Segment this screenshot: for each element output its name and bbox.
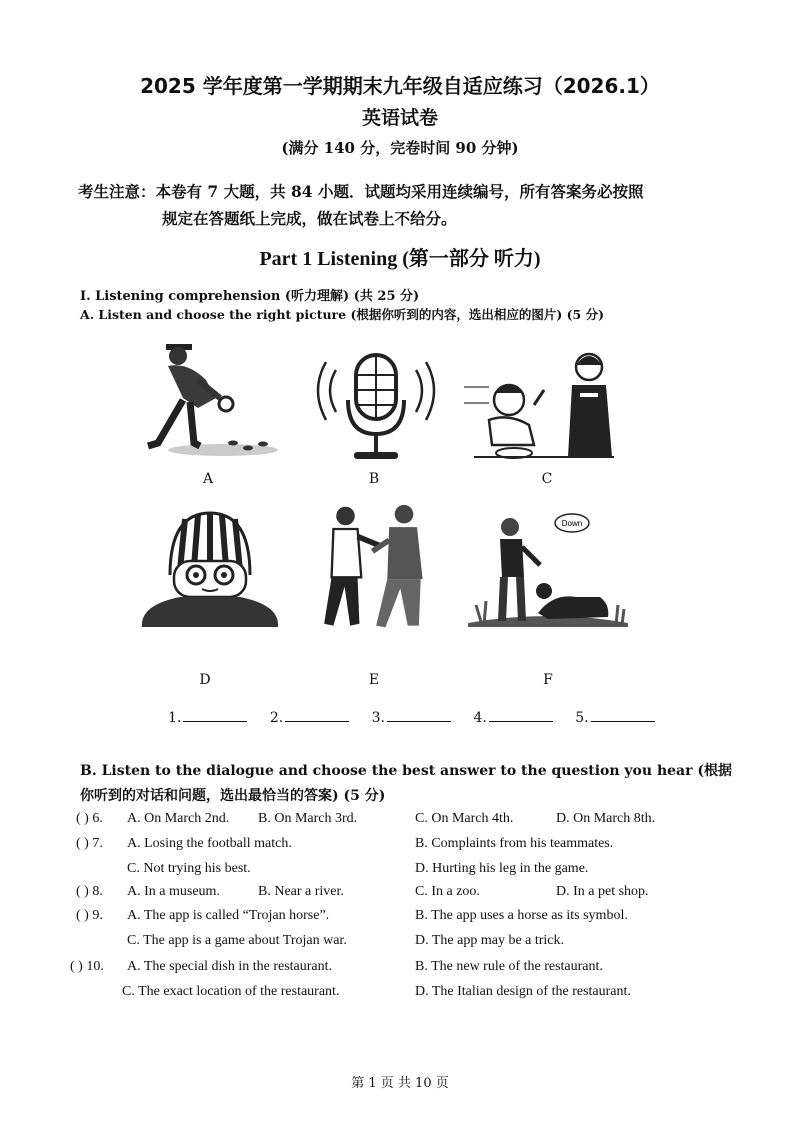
picture-label-e: E: [368, 672, 380, 688]
candidate-notice: [78, 178, 738, 232]
microphone-icon: [296, 350, 456, 480]
question-10-option-c: C. The exact location of the restaurant.: [122, 984, 340, 999]
question-8-option-d: D. In a pet shop.: [556, 884, 649, 899]
blank-number-4: 4.: [473, 710, 487, 726]
section-B-heading: B. Listen to the dialogue and choose the best answer to the question you hear (根据你听到的对话和问题，选出最恰当的答案) (5 分): [80, 763, 732, 804]
question-10-option-a: A. The special dish in the restaurant.: [127, 959, 333, 974]
exam-score-time: (满分 140 分，完卷时间 90 分钟): [281, 139, 519, 157]
question-10-option-d: D. The Italian design of the restaurant.: [415, 984, 631, 999]
watermelon-helmet-hero-icon: [130, 505, 290, 635]
picture-label-c: C: [541, 471, 553, 487]
question-7-option-b: B. Complaints from his teammates.: [415, 836, 614, 851]
question-9-option-c: C. The app is a game about Trojan war.: [127, 933, 347, 948]
answer-blank-3[interactable]: [387, 707, 451, 722]
detective-magnifier-icon: [128, 338, 288, 468]
question-9-option-d: D. The app may be a trick.: [415, 933, 565, 948]
blank-number-3: 3.: [371, 710, 385, 726]
notice-line-2: 规定在答题纸上完成，做在试卷上不给分。: [162, 209, 457, 228]
man-and-dog-icon: [468, 505, 628, 635]
notice-line-1: 考生注意：本卷有 7 大题，共 84 小题．试题均采用连续编号，所有答案务必按照: [78, 182, 644, 201]
picture-label-b: B: [368, 471, 380, 487]
picture-label-f: F: [543, 672, 553, 688]
question-7-option-c: C. Not trying his best.: [127, 861, 251, 876]
guard-escort-icon: [298, 503, 458, 633]
question-6-option-a: A. On March 2nd.: [127, 811, 230, 826]
exam-title: 2025 学年度第一学期期末九年级自适应练习（2026.1）: [140, 74, 660, 98]
picture-label-a: A: [202, 471, 214, 487]
section-A-heading: A. Listen and choose the right picture (根据你听到的内容，选出相应的图片) (5 分): [80, 307, 605, 322]
question-8-option-c: C. In a zoo.: [415, 884, 480, 899]
question-6-option-d: D. On March 8th.: [556, 811, 656, 826]
answer-blank-5[interactable]: [591, 707, 655, 722]
part-title: Part 1 Listening (第一部分 听力): [259, 248, 541, 270]
question-9-option-b: B. The app uses a horse as its symbol.: [415, 908, 628, 923]
question-6-option-b: B. On March 3rd.: [258, 811, 358, 826]
question-8-option-a: A. In a museum.: [127, 884, 220, 899]
exam-subject: 英语试卷: [361, 107, 438, 129]
question-7-number[interactable]: ( ) 7.: [76, 836, 103, 851]
question-9-option-a: A. The app is called “Trojan horse”.: [127, 908, 330, 923]
question-7-option-d: D. Hurting his leg in the game.: [415, 861, 589, 876]
answer-blank-2[interactable]: [285, 707, 349, 722]
question-7-option-a: A. Losing the football match.: [127, 836, 292, 851]
blank-number-2: 2.: [269, 710, 284, 726]
question-10-number[interactable]: ( ) 10.: [70, 959, 104, 974]
question-10-option-b: B. The new rule of the restaurant.: [415, 959, 603, 974]
blank-number-5: 5.: [575, 710, 589, 726]
answer-blank-1[interactable]: [183, 707, 247, 722]
question-8-option-b: B. Near a river.: [258, 884, 344, 899]
answer-blank-4[interactable]: [489, 707, 553, 722]
blank-number-1: 1.: [168, 710, 182, 726]
speech-bubble-text: Down: [561, 519, 583, 528]
answer-blanks: [168, 707, 673, 726]
page-footer: 第 1 页 共 10 页: [351, 1076, 449, 1091]
restaurant-complaint-icon: [464, 345, 624, 475]
question-9-number[interactable]: ( ) 9.: [76, 908, 103, 923]
question-6-number[interactable]: ( ) 6.: [76, 811, 103, 826]
section-I-heading: I. Listening comprehension (听力理解) (共 25 分): [80, 289, 420, 304]
question-6-option-c: C. On March 4th.: [415, 811, 514, 826]
picture-label-d: D: [199, 672, 211, 688]
question-8-number[interactable]: ( ) 8.: [76, 884, 103, 899]
